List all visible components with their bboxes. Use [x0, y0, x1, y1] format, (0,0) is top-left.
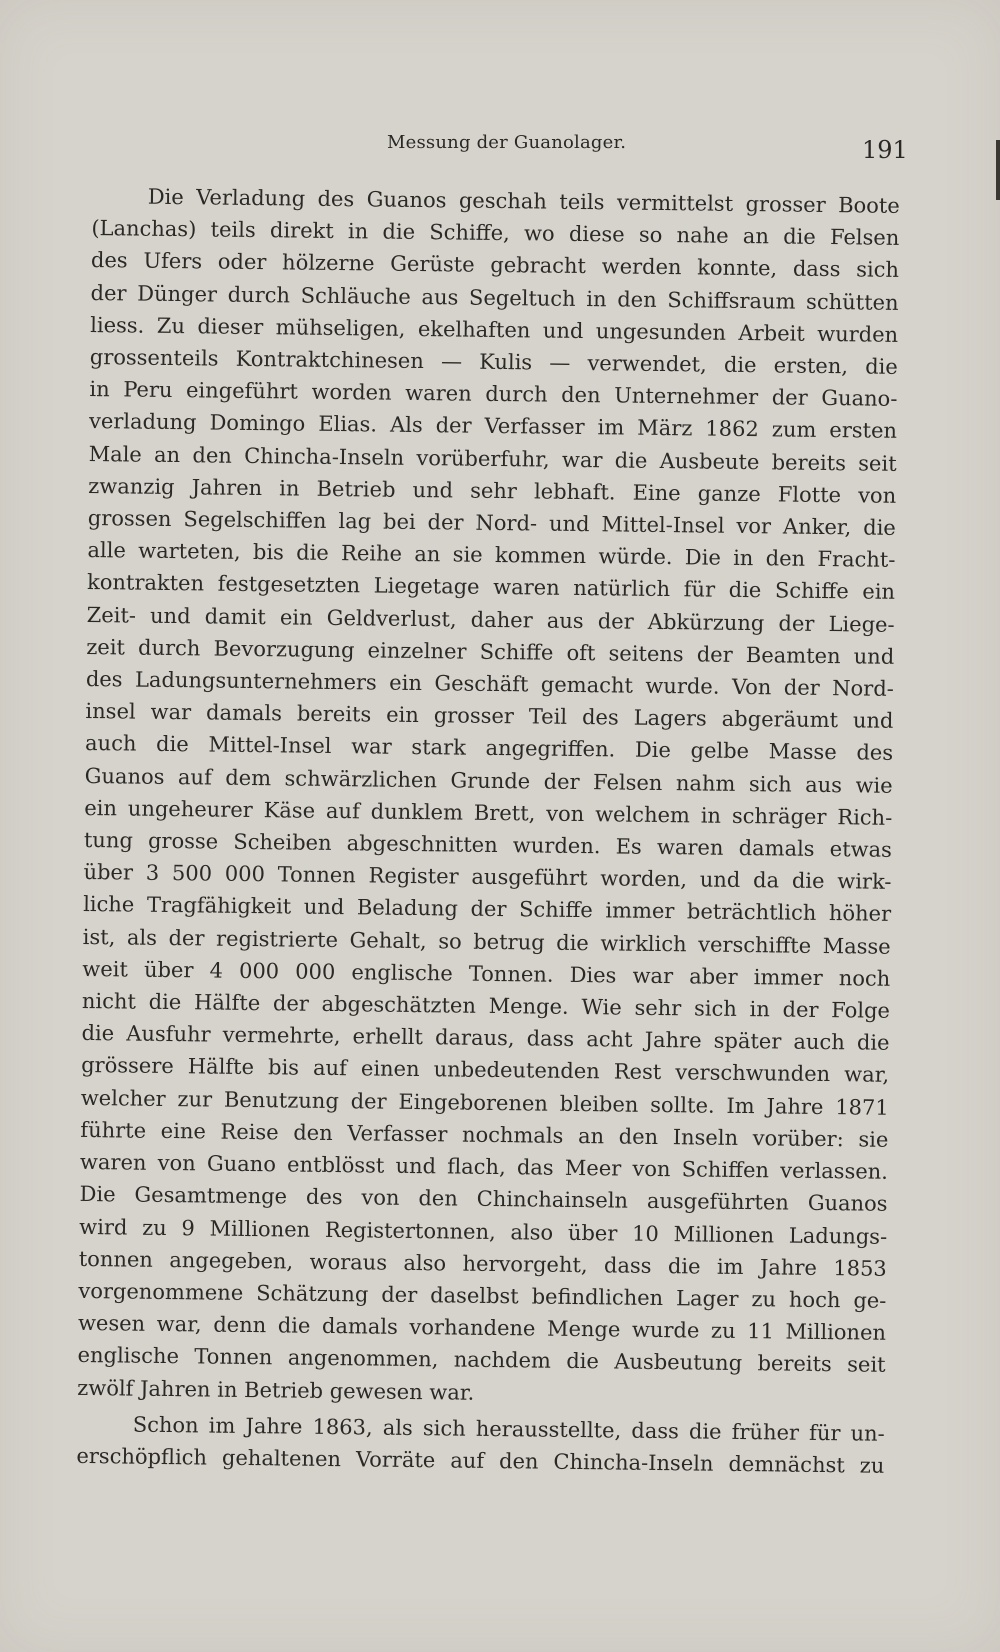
- text-line: welcher zur Benutzung der Eingeborenen bleiben sollte. Im Jahre 1871: [80, 1085, 889, 1120]
- text-line: englische Tonnen angenommen, nachdem die Ausbeutung bereits seit: [77, 1343, 886, 1378]
- text-line: zeit durch Bevorzugung einzelner Schiffe oft seitens der Beamten und: [86, 634, 895, 669]
- paragraph-2: [76, 1408, 885, 1482]
- text-line: verladung Domingo Elias. Als der Verfasser im März 1862 zum ersten: [88, 409, 898, 444]
- text-line: zwanzig Jahren in Betrieb und sehr lebhaft. Eine ganze Flotte von: [88, 473, 897, 508]
- running-title: Messung der Guanolager.: [387, 132, 627, 153]
- text-line: (Lanchas) teils direkt in die Schiffe, wo diese so nahe an die Felsen: [91, 216, 900, 251]
- text-line: der Dünger durch Schläuche aus Segeltuch in den Schiffsraum schütten: [90, 280, 899, 315]
- text-line: kontrakten festgesetzten Liegetage waren natürlich für die Schiffe ein: [86, 570, 896, 605]
- text-line: ein ungeheurer Käse auf dunklem Brett, von welchem in schräger Rich-: [84, 795, 893, 830]
- text-line: Male an den Chincha-Inseln vorüberfuhr, war die Ausbeute bereits seit: [88, 441, 897, 476]
- text-line: tung grosse Scheiben abgeschnitten wurden. Es waren damals etwas: [83, 828, 893, 862]
- body-text: [76, 180, 900, 1482]
- text-line: Guanos auf dem schwärzlichen Grunde der Felsen nahm sich aus wie: [84, 763, 893, 798]
- text-line: Zeit- und damit ein Geldverlust, daher aus der Abkürzung der Liege-: [86, 602, 895, 637]
- text-line: weit über 4 000 000 englische Tonnen. Dies war aber immer noch: [82, 956, 891, 991]
- text-line: insel war damals bereits ein grosser Teil des Lagers abgeräumt und: [85, 699, 894, 734]
- text-line: waren von Guano entblösst und flach, das Meer von Schiffen verlassen.: [79, 1150, 889, 1184]
- running-header: [0, 126, 1000, 166]
- text-line: liche Tragfähigkeit und Beladung der Schiffe immer beträchtlich höher: [83, 892, 892, 927]
- text-line: in Peru eingeführt worden waren durch den Unternehmer der Guano-: [89, 377, 898, 412]
- text-line: über 3 500 000 Tonnen Register ausgeführt worden, und da die wirk-: [83, 860, 892, 895]
- paragraph-1: [77, 180, 900, 1413]
- text-line: grössere Hälfte bis auf einen unbedeutenden Rest verschwunden war,: [81, 1053, 890, 1088]
- text-line: liess. Zu dieser mühseligen, ekelhaften und ungesunden Arbeit wurden: [90, 312, 899, 347]
- page-number: 191: [862, 136, 908, 164]
- text-line: die Ausfuhr vermehrte, erhellt daraus, dass acht Jahre später auch die: [81, 1021, 890, 1056]
- text-line: des Ladungsunternehmers ein Geschäft gemacht wurde. Von der Nord-: [85, 667, 894, 701]
- text-line: auch die Mittel-Insel war stark angegriffen. Die gelbe Masse des: [84, 731, 894, 766]
- text-line: wird zu 9 Millionen Registertonnen, also über 10 Millionen Ladungs-: [79, 1214, 888, 1249]
- text-line: alle warteten, bis die Reihe an sie kommen würde. Die in den Fracht-: [87, 538, 896, 573]
- text-line: vorgenommene Schätzung der daselbst befindlichen Lager zu hoch ge-: [78, 1278, 887, 1313]
- text-line: zwölf Jahren in Betrieb gewesen war.: [77, 1375, 475, 1405]
- text-line: Die Gesamtmenge des von den Chinchainseln ausgeführten Guanos: [79, 1182, 888, 1217]
- text-line: nicht die Hälfte der abgeschätzten Menge. Wie sehr sich in der Folge: [81, 989, 891, 1023]
- text-line: Die Verladung des Guanos geschah teils vermittelst grosser Boote: [147, 184, 900, 218]
- text-line: führte eine Reise den Verfasser nochmals an den Inseln vorüber: sie: [80, 1117, 889, 1152]
- text-line: ist, als der registrierte Gehalt, so betrug die wirklich verschiffte Masse: [82, 924, 891, 959]
- text-line: erschöpflich gehaltenen Vorräte auf den Chincha-Inseln demnächst zu: [76, 1443, 885, 1478]
- text-line: des Ufers oder hölzerne Gerüste gebracht werden konnte, dass sich: [90, 248, 900, 283]
- text-line: grossenteils Kontraktchinesen — Kulis — verwendet, die ersten, die: [89, 345, 898, 379]
- text-line: wesen war, denn die damals vorhandene Menge wurde zu 11 Millionen: [77, 1311, 887, 1345]
- text-line: Schon im Jahre 1863, als sich herausstellte, dass die früher für un-: [132, 1412, 885, 1446]
- text-line: grossen Segelschiffen lag bei der Nord- und Mittel-Insel vor Anker, die: [87, 506, 896, 540]
- text-line: tonnen angegeben, woraus also hervorgeht, dass die im Jahre 1853: [78, 1246, 887, 1281]
